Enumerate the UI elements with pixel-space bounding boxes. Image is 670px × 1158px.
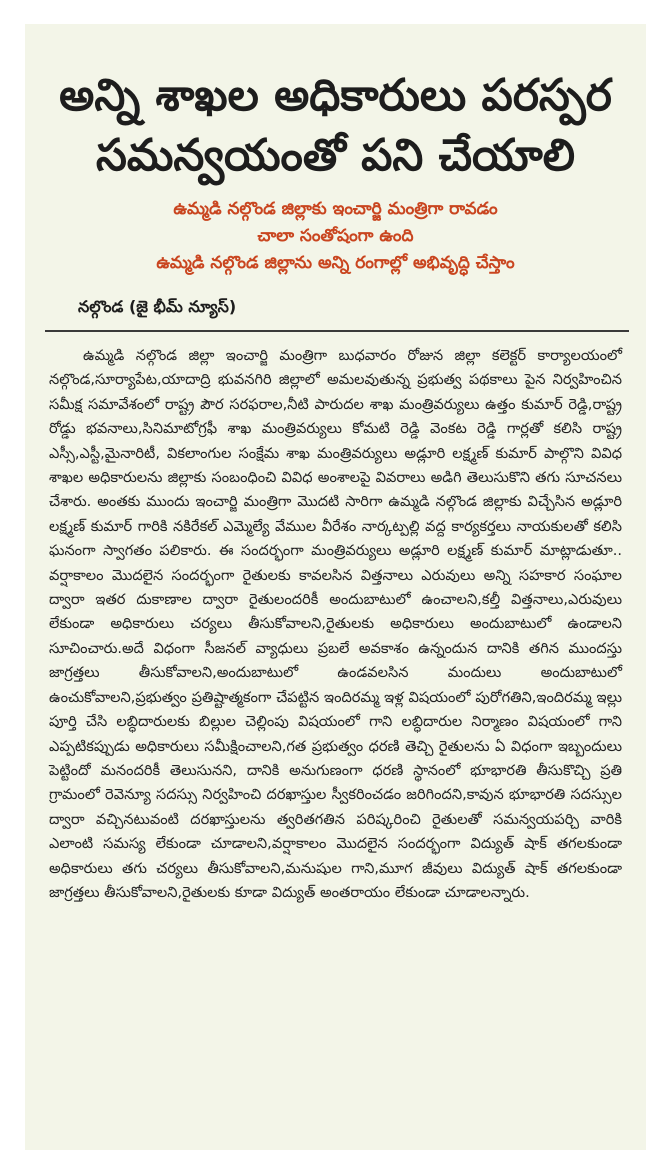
headline — [25, 66, 646, 186]
subheadings — [25, 196, 646, 277]
dateline: నల్గొండ (జై భీమ్ న్యూస్) — [78, 297, 237, 316]
divider — [45, 330, 629, 332]
subheading-3: ఉమ్మడి నల్గొండ జిల్లాను అన్ని రంగాల్లో అభివృద్ధి చేస్తాం — [156, 253, 515, 273]
headline-line-2: సమన్వయంతో పని చేయాలి — [95, 130, 576, 181]
article-body: ఉమ్మడి నల్గొండ జిల్లా ఇంచార్జి మంత్రిగా బుధవారం రోజున జిల్లా కలెక్టర్ కార్యాలయంలో నల్గొండ,సూర్యాపేట,యాదాద్రి భువనగిరి జిల్లాలో అమలవుతున్న ప్రభుత్వ పథకాలు పైన నిర్వహించిన సమీక్ష సమావేశంలో రాష్ట్ర పౌర సరఫరాల,నీటి పారుదల శాఖ మంత్రివర్యులు ఉత్తం కుమార్ రెడ్డి,రాష్ట్ర రోడ్డు భవనాలు,సినిమాటోగ్రఫీ శాఖ మంత్రివర్యులు కోమటి రెడ్డి వెంకట రెడ్డి గార్లతో కలిసి రాష్ట్ర ఎస్సీ,ఎస్టీ,మైనారిటీ, వికలాంగుల సంక్షేమ శాఖ మంత్రివర్యులు అడ్లూరి లక్ష్మణ్ కుమార్ పాల్గొని వివిధ శాఖల అధికారులను జిల్లాకు సంబంధించి వివిధ అంశాలపై వివరాలు అడిగి తెలుసుకొని తగు సూచనలు చేశారు. అంతకు ముందు ఇంచార్జి మంత్రిగా మొదటి సారిగా ఉమ్మడి నల్గొండ జిల్లాకు విచ్చేసిన అడ్లూరి లక్ష్మణ్ కుమార్ గారికి నకిరేకల్ ఎమ్మెల్యే వేముల వీరేశం నార్కట్పల్లి వద్ద కార్యకర్తలు నాయకులతో కలిసి ఘనంగా స్వాగతం పలికారు. ఈ సందర్భంగా మంత్రివర్యులు అడ్లూరి లక్ష్మణ్ కుమార్ మాట్లాడుతూ.. వర్షాకాలం మొదలైన సందర్భంగా రైతులకు కావలసిన విత్తనాలు ఎరువులు అన్ని సహకార సంఘాల ద్వారా ఇతర దుకాణాల ద్వారా రైతులందరికీ అందుబాటులో ఉంచాలని,కల్తీ విత్తనాలు,ఎరువులు లేకుండా అధికారులు చర్యలు తీసుకోవాలని,రైతులకు అధికారులు అందుబాటులో ఉండాలని సూచించారు.అదే విధంగా సీజనల్ వ్యాధులు ప్రబలే అవకాశం ఉన్నందున దానికి తగిన ముందస్తు జాగ్రత్తలు తీసుకోవాలని,అందుబాటులో ఉండవలసిన మందులు అందుబాటులో ఉంచుకోవాలని,ప్రభుత్వం ప్రతిష్టాత్మకంగా చేపట్టిన ఇందిరమ్మ ఇళ్ల విషయంలో పురోగతిని,ఇందిరమ్మ ఇల్లు పూర్తి చేసి లబ్ధిదారులకు బిల్లుల చెల్లింపు విషయంలో గాని లబ్ధిదారుల నిర్మాణం విషయంలో గాని ఎప్పటికప్పుడు అధికారులు సమీక్షించాలని,గత ప్రభుత్వం ధరణి తెచ్చి రైతులను ఏ విధంగా ఇబ్బందులు పెట్టిందో మనందరికీ తెలుసునని, దానికి అనుగుణంగా ధరణి స్థానంలో భూభారతి తీసుకొచ్చి ప్రతి గ్రామంలో రెవెన్యూ సదస్సు నిర్వహించి దరఖాస్తుల స్వీకరించడం జరిగిందని,కావున భూభారతి సదస్సుల ద్వారా వచ్చినటువంటి దరఖాస్తులను త్వరితగతిన పరిష్కరించి రైతులతో సమన్వయపర్చి వారికి ఎలాంటి సమస్య లేకుండా చూడాలని,వర్షాకాలం మొదలైన సందర్భంగా విద్యుత్ షాక్ తగలకుండా అధికారులు తగు చర్యలు తీసుకోవాలని,మనుషుల గాని,మూగ జీవులు విద్యుత్ షాక్ తగలకుండా జాగ్రత్తలు తీసుకోవాలని,రైతులకు కూడా విద్యుత్ అంతరాయం లేకుండా చూడాలన్నారు. — [49, 347, 622, 901]
headline-line-1: అన్ని శాఖల అధికారులు పరస్పర — [59, 70, 612, 121]
news-clipping — [25, 24, 646, 1150]
subheading-2: చాలా సంతోషంగా ఉంది — [257, 226, 414, 246]
subheading-1: ఉమ్మడి నల్గొండ జిల్లాకు ఇంచార్జి మంత్రిగా రావడం — [173, 199, 498, 219]
